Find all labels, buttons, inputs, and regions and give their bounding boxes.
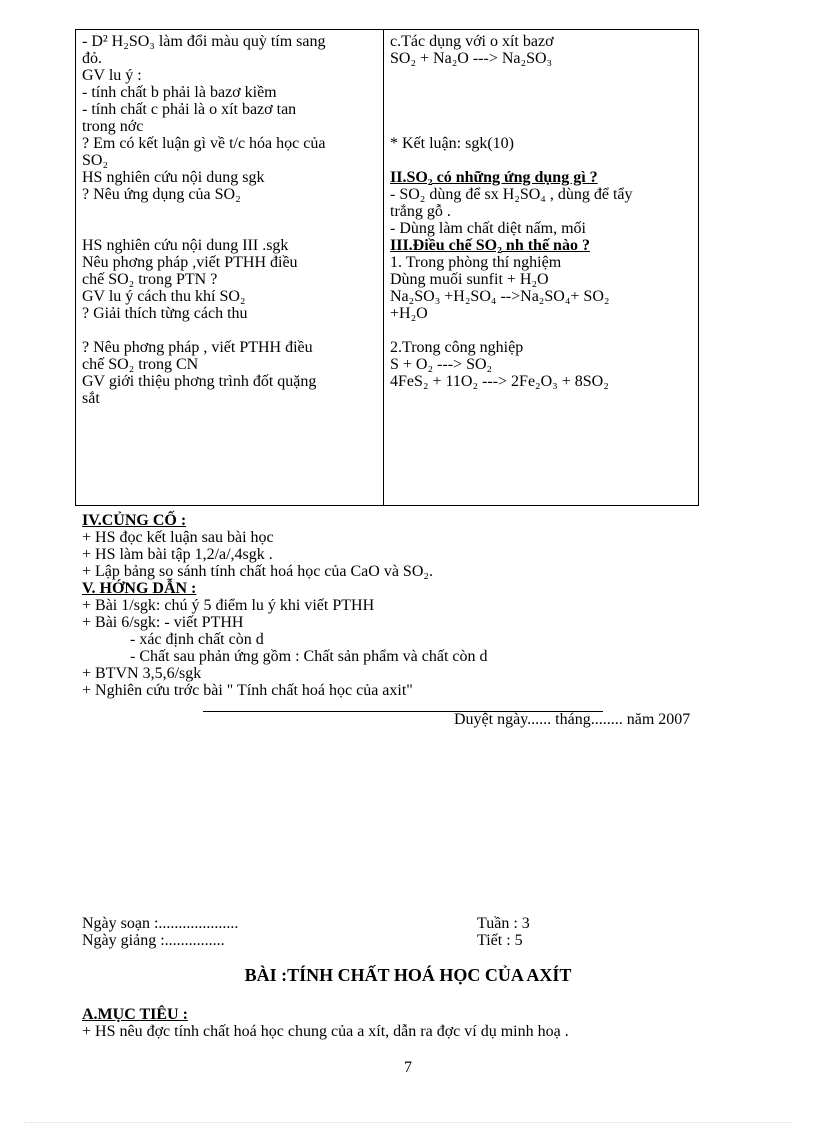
lesson-title: BÀI :TÍNH CHẤT HOÁ HỌC CỦA AXÍT	[244, 965, 572, 985]
section-2-line: - Dùng làm chất diệt nấm, mối	[390, 220, 586, 237]
left-line: GV lu ý cách thu khí SO₂	[82, 288, 246, 305]
content-column	[390, 33, 690, 390]
lab-line: Dùng muối sunfit + H₂O	[390, 271, 549, 288]
guidance-heading: V. HỚNG DẪN :	[82, 580, 197, 597]
c-heading: c.Tác dụng với o xít bazơ	[390, 33, 554, 50]
left-line: ? Nêu ứng dụng của SO₂	[82, 186, 241, 203]
left-line: ? Em có kết luận gì về t/c hóa học của	[82, 135, 326, 152]
guidance-item: + BTVN 3,5,6/sgk	[82, 665, 202, 682]
lab-equation-cont: +H₂O	[390, 305, 428, 322]
column-divider	[383, 30, 384, 505]
left-line: GV giới thiệu phơng trình đốt quặng	[82, 373, 317, 390]
c-equation: SO₂ + Na₂O ---> Na₂SO₃	[390, 50, 553, 67]
guidance-item: + Nghiên cứu trớc bài " Tính chất hoá học của axit"	[82, 682, 413, 699]
spacer	[390, 67, 690, 84]
spacer	[390, 152, 690, 169]
section-2-line: trắng gỗ .	[390, 203, 451, 220]
lab-title: 1. Trong phòng thí nghiệm	[390, 254, 562, 271]
spacer	[82, 220, 378, 237]
consolidation-item: + HS làm bài tập 1,2/a/,4sgk .	[82, 546, 273, 563]
consolidation-heading: IV.CỦNG CỐ :	[82, 512, 187, 529]
left-line: sắt	[82, 390, 100, 407]
lesson-schedule	[477, 915, 530, 949]
left-line: chế SO₂ trong CN	[82, 356, 199, 373]
week-number: Tuần : 3	[477, 915, 530, 932]
conclusion: * Kết luận: sgk(10)	[390, 135, 514, 152]
guidance-subitem: - xác định chất còn d	[130, 631, 264, 648]
objectives-heading: A.MỤC TIÊU :	[82, 1006, 188, 1023]
industry-equation: S + O₂ ---> SO₂	[390, 356, 493, 373]
guidance-item: + Bài 1/sgk: chú ý 5 điểm lu ý khi viết PTHH	[82, 597, 375, 614]
date-taught: Ngày giảng :...............	[82, 932, 225, 949]
left-line: đỏ.	[82, 50, 102, 67]
section-3-heading: III.Điều chế SO₂ nh thế nào ?	[390, 237, 590, 254]
left-line: - tính chất c phải là o xít bazơ tan	[82, 101, 297, 118]
left-line: ? Nêu phơng pháp , viết PTHH điều	[82, 339, 313, 356]
teacher-activity-column	[82, 33, 378, 407]
guidance-item: + Bài 6/sgk: - viết PTHH	[82, 614, 244, 631]
left-line: - tính chất b phải là bazơ kiềm	[82, 84, 277, 101]
objectives-section	[82, 1006, 569, 1040]
lesson-table	[75, 29, 699, 506]
industry-title: 2.Trong công nghiệp	[390, 339, 524, 356]
spacer	[390, 101, 690, 118]
consolidation-item: + HS đọc kết luận sau bài học	[82, 529, 274, 546]
industry-equation: 4FeS₂ + 11O₂ ---> 2Fe₂O₃ + 8SO₂	[390, 373, 609, 390]
section-2-line: - SO₂ dùng để sx H₂SO₄ , dùng để tẩy	[390, 186, 633, 203]
spacer	[390, 322, 690, 339]
left-line: chế SO₂ trong PTN ?	[82, 271, 218, 288]
lab-equation: Na₂SO₃ +H₂SO₄ -->Na₂SO₄+ SO₂	[390, 288, 610, 305]
spacer	[390, 84, 690, 101]
spacer	[82, 322, 378, 339]
left-line: ? Giải thích từng cách thu	[82, 305, 248, 322]
lesson-dates	[82, 915, 238, 949]
left-line: SO₂	[82, 152, 109, 169]
left-line: HS nghiên cứu nội dung III .sgk	[82, 237, 289, 254]
objective-item: + HS nêu đợc tính chất hoá học chung của a xít, dẫn ra đợc ví dụ minh hoạ .	[82, 1023, 569, 1040]
period-number: Tiết : 5	[477, 932, 523, 949]
spacer	[390, 118, 690, 135]
page-number: 7	[404, 1059, 412, 1076]
homework-section	[82, 512, 762, 699]
approval-line: Duyệt ngày...... tháng........ năm 2007	[454, 711, 691, 728]
spacer	[82, 203, 378, 220]
left-line: Nêu phơng pháp ,viết PTHH điều	[82, 254, 298, 271]
left-line: GV lu ý :	[82, 67, 142, 84]
consolidation-item: + Lập bảng so sánh tính chất hoá học của CaO và SO₂.	[82, 563, 433, 580]
section-2-heading: II.SO₂ có những ứng dụng gì ?	[390, 169, 598, 186]
left-line: HS nghiên cứu nội dung sgk	[82, 169, 265, 186]
left-line: trong nớc	[82, 118, 144, 135]
date-prepared: Ngày soạn :....................	[82, 915, 239, 932]
guidance-subitem: - Chất sau phản ứng gồm : Chất sản phẩm và chất còn d	[130, 648, 488, 665]
left-line: - D² H₂SO₃ làm đổi màu quỳ tím sang	[82, 33, 326, 50]
